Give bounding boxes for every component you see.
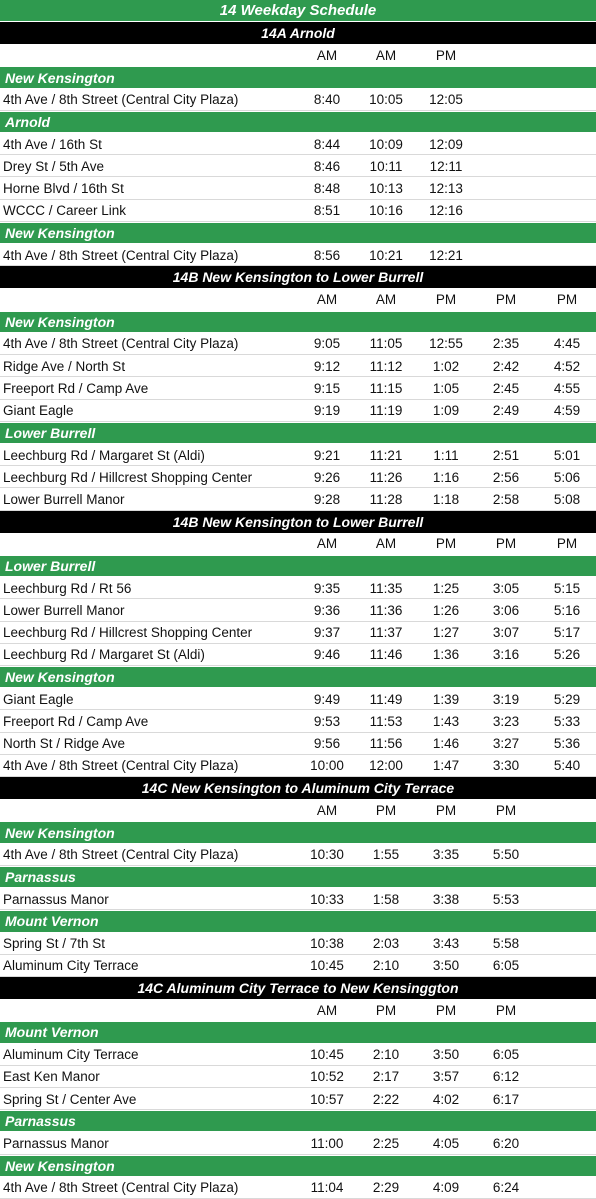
stop-row	[0, 355, 596, 377]
column-header-ampm: PM	[435, 536, 457, 552]
stop-row	[0, 333, 596, 355]
departure-time: 1:09	[432, 403, 460, 419]
stop-name: Ridge Ave / North St	[3, 358, 126, 374]
departure-time: 8:48	[313, 181, 341, 197]
stop-name: 4th Ave / 8th Street (Central City Plaza)	[3, 247, 239, 263]
area-header	[0, 1021, 596, 1043]
column-header-ampm: PM	[375, 802, 397, 818]
stop-name: Spring St / 7th St	[3, 936, 106, 952]
column-header-ampm: AM	[316, 292, 338, 308]
column-header-ampm: AM	[316, 536, 338, 552]
departure-time: 10:30	[310, 847, 344, 863]
area-header-text: Arnold	[5, 113, 51, 130]
area-header	[0, 910, 596, 932]
stop-row	[0, 400, 596, 422]
route-header-text: 14C New Kensington to Aluminum City Terrace	[141, 780, 455, 797]
departure-time: 8:46	[313, 158, 341, 174]
area-header	[0, 311, 596, 333]
stop-name: Horne Blvd / 16th St	[3, 181, 124, 197]
departure-time: 1:05	[432, 380, 460, 396]
departure-time: 5:29	[553, 691, 581, 707]
departure-time: 3:23	[492, 714, 520, 730]
stop-row	[0, 710, 596, 732]
departure-time: 12:00	[369, 758, 403, 774]
area-header-text: New Kensington	[5, 313, 115, 330]
stop-row	[0, 755, 596, 777]
area-header	[0, 422, 596, 444]
departure-time: 9:49	[313, 691, 341, 707]
departure-time: 6:24	[492, 1180, 520, 1196]
departure-time: 9:53	[313, 714, 341, 730]
departure-time: 5:53	[492, 891, 520, 907]
stop-name: Giant Eagle	[3, 403, 74, 419]
stop-row	[0, 955, 596, 977]
departure-time: 4:45	[553, 336, 581, 352]
stop-row	[0, 1132, 596, 1154]
area-header-text: New Kensington	[5, 824, 115, 841]
departure-time: 4:59	[553, 403, 581, 419]
stop-row	[0, 688, 596, 710]
route-header	[0, 777, 596, 799]
departure-time: 2:42	[492, 358, 520, 374]
departure-time: 11:21	[369, 447, 403, 463]
stop-row	[0, 89, 596, 111]
schedule-title	[0, 0, 596, 22]
stop-row	[0, 577, 596, 599]
departure-time: 3:19	[492, 691, 520, 707]
departure-time: 1:27	[432, 625, 460, 641]
departure-time: 10:38	[310, 936, 344, 952]
stop-row	[0, 177, 596, 199]
stop-row	[0, 888, 596, 910]
column-header-ampm: PM	[556, 292, 578, 308]
route-header-text: 14C Aluminum City Terrace to New Kensinggton	[137, 980, 459, 997]
departure-time: 9:37	[313, 625, 341, 641]
time-column-header-row	[0, 533, 596, 555]
stop-name: North St / Ridge Ave	[3, 736, 126, 752]
stop-row	[0, 444, 596, 466]
departure-time: 12:09	[429, 136, 463, 152]
departure-time: 5:26	[553, 647, 581, 663]
stop-name: East Ken Manor	[3, 1069, 100, 1085]
column-header-ampm: PM	[435, 292, 457, 308]
departure-time: 1:36	[432, 647, 460, 663]
departure-time: 10:11	[369, 158, 403, 174]
stop-name: Parnassus Manor	[3, 1135, 109, 1151]
stop-row	[0, 244, 596, 266]
departure-time: 1:26	[432, 602, 460, 618]
departure-time: 11:04	[310, 1180, 344, 1196]
departure-time: 6:05	[492, 1047, 520, 1063]
departure-time: 11:19	[369, 403, 403, 419]
column-header-ampm: AM	[375, 292, 397, 308]
column-header-ampm: PM	[435, 802, 457, 818]
departure-time: 2:22	[372, 1091, 400, 1107]
schedule-title-text: 14 Weekday Schedule	[219, 2, 377, 19]
route-header-text: 14B New Kensington to Lower Burrell	[172, 269, 424, 286]
departure-time: 9:05	[313, 336, 341, 352]
departure-time: 3:16	[492, 647, 520, 663]
area-header-text: Parnassus	[5, 868, 76, 885]
area-header-text: New Kensington	[5, 224, 115, 241]
area-header	[0, 866, 596, 888]
departure-time: 5:17	[553, 625, 581, 641]
departure-time: 8:40	[313, 92, 341, 108]
departure-time: 1:11	[433, 447, 459, 463]
departure-time: 2:49	[492, 403, 520, 419]
area-header-text: New Kensington	[5, 69, 115, 86]
stop-row	[0, 644, 596, 666]
stop-row	[0, 844, 596, 866]
stop-name: 4th Ave / 8th Street (Central City Plaza)	[3, 1180, 239, 1196]
stop-name: Drey St / 5th Ave	[3, 158, 105, 174]
area-header-text: Mount Vernon	[5, 1024, 99, 1041]
departure-time: 1:39	[432, 691, 460, 707]
area-header-text: Lower Burrell	[5, 558, 96, 575]
stop-name: Leechburg Rd / Margaret St (Aldi)	[3, 647, 205, 663]
departure-time: 9:46	[313, 647, 341, 663]
stop-row	[0, 377, 596, 399]
departure-time: 10:52	[310, 1069, 344, 1085]
route-header-text: 14A Arnold	[261, 25, 335, 42]
stop-name: Parnassus Manor	[3, 891, 109, 907]
stop-name: 4th Ave / 16th St	[3, 136, 102, 152]
departure-time: 1:18	[432, 491, 460, 507]
departure-time: 6:12	[492, 1069, 520, 1085]
departure-time: 12:05	[429, 92, 463, 108]
departure-time: 11:00	[310, 1135, 344, 1151]
stop-row	[0, 1044, 596, 1066]
departure-time: 10:21	[369, 247, 403, 263]
departure-time: 3:30	[492, 758, 520, 774]
departure-time: 2:10	[372, 1047, 400, 1063]
route-header	[0, 266, 596, 288]
departure-time: 2:03	[372, 936, 400, 952]
column-header-ampm: PM	[435, 1002, 457, 1018]
departure-time: 10:57	[310, 1091, 344, 1107]
departure-time: 5:50	[492, 847, 520, 863]
departure-time: 3:06	[492, 602, 520, 618]
departure-time: 11:35	[369, 580, 403, 596]
departure-time: 4:09	[432, 1180, 460, 1196]
area-header	[0, 1110, 596, 1132]
departure-time: 11:49	[369, 691, 403, 707]
departure-time: 1:55	[372, 847, 400, 863]
route-header	[0, 977, 596, 999]
departure-time: 9:28	[313, 491, 341, 507]
departure-time: 6:20	[492, 1135, 520, 1151]
area-header	[0, 1155, 596, 1177]
column-header-ampm: PM	[495, 802, 517, 818]
departure-time: 3:38	[432, 891, 460, 907]
area-header-text: Parnassus	[5, 1113, 76, 1130]
departure-time: 11:56	[369, 736, 403, 752]
area-header	[0, 111, 596, 133]
departure-time: 9:56	[313, 736, 341, 752]
stop-name: Aluminum City Terrace	[3, 958, 139, 974]
departure-time: 3:05	[492, 580, 520, 596]
stop-row	[0, 1177, 596, 1199]
departure-time: 1:25	[432, 580, 460, 596]
stop-name: 4th Ave / 8th Street (Central City Plaza)	[3, 92, 239, 108]
departure-time: 5:58	[492, 936, 520, 952]
time-column-header-row	[0, 44, 596, 66]
stop-row	[0, 488, 596, 510]
departure-time: 12:55	[429, 336, 463, 352]
departure-time: 5:08	[553, 491, 581, 507]
departure-time: 11:46	[369, 647, 403, 663]
departure-time: 6:05	[492, 958, 520, 974]
departure-time: 5:06	[553, 469, 581, 485]
departure-time: 11:12	[369, 358, 403, 374]
stop-name: Freeport Rd / Camp Ave	[3, 714, 149, 730]
departure-time: 11:36	[369, 602, 403, 618]
departure-time: 3:50	[432, 958, 460, 974]
stop-row	[0, 155, 596, 177]
departure-time: 5:16	[553, 602, 581, 618]
stop-name: Giant Eagle	[3, 691, 74, 707]
stop-name: Lower Burrell Manor	[3, 491, 125, 507]
stop-name: Freeport Rd / Camp Ave	[3, 380, 149, 396]
departure-time: 9:12	[313, 358, 341, 374]
column-header-ampm: PM	[495, 1002, 517, 1018]
area-header	[0, 821, 596, 843]
time-column-header-row	[0, 799, 596, 821]
area-header	[0, 66, 596, 88]
route-header-text: 14B New Kensington to Lower Burrell	[172, 513, 424, 530]
departure-time: 2:10	[372, 958, 400, 974]
stop-row	[0, 733, 596, 755]
stop-name: Leechburg Rd / Hillcrest Shopping Center	[3, 625, 253, 641]
column-header-ampm: PM	[495, 536, 517, 552]
departure-time: 4:55	[553, 380, 581, 396]
departure-time: 10:16	[369, 203, 403, 219]
departure-time: 4:52	[553, 358, 581, 374]
stop-name: WCCC / Career Link	[3, 203, 127, 219]
area-header	[0, 555, 596, 577]
stop-row	[0, 1066, 596, 1088]
departure-time: 11:37	[369, 625, 403, 641]
departure-time: 3:27	[492, 736, 520, 752]
departure-time: 9:36	[313, 602, 341, 618]
column-header-ampm: AM	[375, 47, 397, 63]
route-header	[0, 22, 596, 44]
departure-time: 2:29	[372, 1180, 400, 1196]
departure-time: 5:36	[553, 736, 581, 752]
departure-time: 1:02	[432, 358, 460, 374]
column-header-ampm: PM	[435, 47, 457, 63]
departure-time: 5:40	[553, 758, 581, 774]
departure-time: 9:15	[313, 380, 341, 396]
stop-name: 4th Ave / 8th Street (Central City Plaza)	[3, 847, 239, 863]
departure-time: 11:53	[369, 714, 403, 730]
departure-time: 8:56	[313, 247, 341, 263]
stop-name: Lower Burrell Manor	[3, 602, 125, 618]
departure-time: 12:13	[429, 181, 463, 197]
departure-time: 9:26	[313, 469, 341, 485]
departure-time: 1:43	[432, 714, 460, 730]
column-header-ampm: PM	[375, 1002, 397, 1018]
departure-time: 1:16	[432, 469, 460, 485]
departure-time: 1:47	[432, 758, 460, 774]
departure-time: 9:21	[313, 447, 341, 463]
stop-name: Leechburg Rd / Rt 56	[3, 580, 132, 596]
departure-time: 5:01	[553, 447, 581, 463]
area-header	[0, 666, 596, 688]
departure-time: 11:26	[369, 469, 403, 485]
departure-time: 3:43	[432, 936, 460, 952]
stop-row	[0, 622, 596, 644]
stop-name: 4th Ave / 8th Street (Central City Plaza)	[3, 336, 239, 352]
departure-time: 10:45	[310, 958, 344, 974]
departure-time: 1:58	[372, 891, 400, 907]
departure-time: 12:11	[429, 158, 463, 174]
stop-row	[0, 1088, 596, 1110]
departure-time: 6:17	[492, 1091, 520, 1107]
departure-time: 2:17	[372, 1069, 400, 1085]
column-header-ampm: PM	[556, 536, 578, 552]
departure-time: 2:45	[492, 380, 520, 396]
stop-name: Spring St / Center Ave	[3, 1091, 137, 1107]
stop-row	[0, 133, 596, 155]
column-header-ampm: PM	[495, 292, 517, 308]
departure-time: 5:33	[553, 714, 581, 730]
time-column-header-row	[0, 288, 596, 310]
departure-time: 2:56	[492, 469, 520, 485]
stop-name: Aluminum City Terrace	[3, 1047, 139, 1063]
departure-time: 10:45	[310, 1047, 344, 1063]
departure-time: 2:25	[372, 1135, 400, 1151]
departure-time: 9:35	[313, 580, 341, 596]
stop-row	[0, 466, 596, 488]
area-header-text: Lower Burrell	[5, 424, 96, 441]
departure-time: 8:51	[313, 203, 341, 219]
column-header-ampm: AM	[375, 536, 397, 552]
departure-time: 2:35	[492, 336, 520, 352]
stop-name: 4th Ave / 8th Street (Central City Plaza)	[3, 758, 239, 774]
departure-time: 10:09	[369, 136, 403, 152]
column-header-ampm: AM	[316, 47, 338, 63]
departure-time: 11:28	[369, 491, 403, 507]
departure-time: 4:02	[432, 1091, 460, 1107]
departure-time: 3:57	[432, 1069, 460, 1085]
departure-time: 10:33	[310, 891, 344, 907]
time-column-header-row	[0, 999, 596, 1021]
departure-time: 3:35	[432, 847, 460, 863]
column-header-ampm: AM	[316, 1002, 338, 1018]
stop-name: Leechburg Rd / Margaret St (Aldi)	[3, 447, 205, 463]
departure-time: 2:58	[492, 491, 520, 507]
area-header-text: New Kensington	[5, 669, 115, 686]
stop-row	[0, 599, 596, 621]
route-header	[0, 511, 596, 533]
column-header-ampm: AM	[316, 802, 338, 818]
stop-row	[0, 200, 596, 222]
departure-time: 3:07	[492, 625, 520, 641]
departure-time: 10:05	[369, 92, 403, 108]
stop-row	[0, 933, 596, 955]
departure-time: 11:05	[369, 336, 403, 352]
area-header	[0, 222, 596, 244]
departure-time: 12:16	[429, 203, 463, 219]
departure-time: 10:00	[310, 758, 344, 774]
departure-time: 5:15	[553, 580, 581, 596]
departure-time: 11:15	[369, 380, 403, 396]
departure-time: 12:21	[429, 247, 463, 263]
departure-time: 3:50	[432, 1047, 460, 1063]
departure-time: 2:51	[492, 447, 520, 463]
departure-time: 4:05	[432, 1135, 460, 1151]
area-header-text: Mount Vernon	[5, 913, 99, 930]
area-header-text: New Kensington	[5, 1157, 115, 1174]
departure-time: 9:19	[313, 403, 341, 419]
departure-time: 8:44	[313, 136, 341, 152]
departure-time: 10:13	[369, 181, 403, 197]
stop-name: Leechburg Rd / Hillcrest Shopping Center	[3, 469, 253, 485]
departure-time: 1:46	[432, 736, 460, 752]
